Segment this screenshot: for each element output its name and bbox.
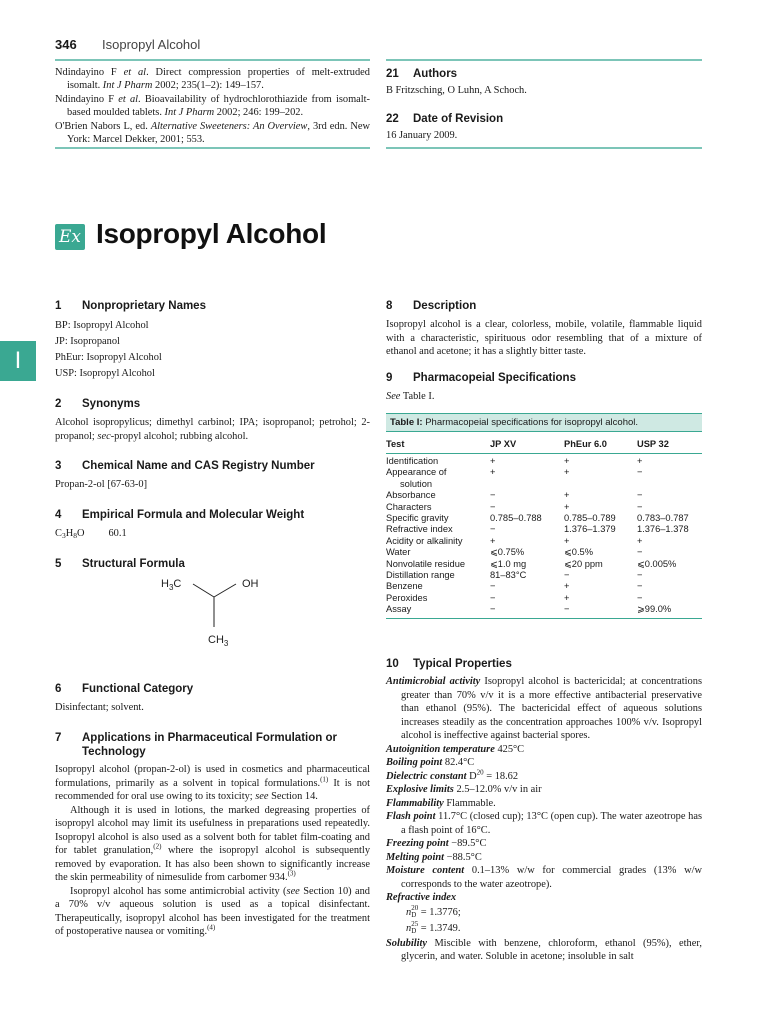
section-number: 5 xyxy=(55,558,62,570)
column-header: JP XV xyxy=(490,432,564,454)
section-title: Date of Revision xyxy=(413,113,504,125)
table-cell: − xyxy=(490,490,496,501)
section-6 xyxy=(55,682,370,715)
section-end-rule-left xyxy=(55,147,370,149)
table-row xyxy=(386,536,702,547)
table-cell: − xyxy=(564,570,570,581)
table-cell: Refractive index xyxy=(386,524,453,535)
reference-list xyxy=(55,66,370,147)
section-2 xyxy=(55,397,370,443)
section-title: Nonproprietary Names xyxy=(82,300,206,312)
table-cell: ⩽0.75% xyxy=(490,547,525,558)
table-cell: − xyxy=(637,467,643,478)
table-cell: + xyxy=(564,592,570,603)
section-10 xyxy=(386,657,702,964)
table-cell: 1.376–1.378 xyxy=(637,524,689,535)
name-jp: JP: Isopropanol xyxy=(55,336,120,347)
table-cell: − xyxy=(564,604,637,618)
table-cell: + xyxy=(564,581,570,592)
property-solubility: Solubility Miscible with benzene, chloroform, ethanol (95%), ether, glycerin, and water. Soluble in acetone; insoluble in salt xyxy=(386,937,702,962)
table-cell: Water xyxy=(386,547,411,558)
property-freezing-point: Freezing point −89.5°C xyxy=(386,838,487,849)
section-8 xyxy=(386,299,702,359)
property-flash-point: Flash point 11.7°C (closed cup); 13°C (open cup). The water azeotrope has a flash point of 16°C. xyxy=(386,811,702,836)
section-number: 1 xyxy=(55,300,62,312)
table-cell: ⩽1.0 mg xyxy=(490,558,527,569)
table-row xyxy=(386,479,702,490)
table-cell: − xyxy=(490,592,496,603)
table-cell: + xyxy=(564,467,570,478)
section-title: Typical Properties xyxy=(413,658,512,670)
table-cell: + xyxy=(564,456,570,466)
table-cell: + xyxy=(564,535,570,546)
table-cell: + xyxy=(637,535,643,546)
property-antimicrobial: Antimicrobial activity Isopropyl alcohol is bactericidal; at concentrations greater than 70% v/v it is a more effective antibacterial preservative than ethanol (95%). The bactericidal effect of aqueous solutions increases steadily as the concentration approaches 100% v/v. Isopropyl alcohol is ineffective against bacterial spores. xyxy=(386,676,702,741)
property-refractive-index: Refractive index xyxy=(386,892,457,903)
column-header: Test xyxy=(386,432,490,454)
section-title: Empirical Formula and Molecular Weight xyxy=(82,509,305,521)
section-title: Functional Category xyxy=(82,683,194,695)
table-cell xyxy=(637,479,702,490)
table-cell: − xyxy=(637,592,643,603)
table-row xyxy=(386,547,702,558)
table-cell: Benzene xyxy=(386,581,423,592)
table-cell: solution xyxy=(400,478,433,489)
section-title: Synonyms xyxy=(82,398,141,410)
table-cell: + xyxy=(490,535,496,546)
table-cell: 1.376–1.379 xyxy=(564,524,616,535)
table-cell: Nonvolatile residue xyxy=(386,558,466,569)
table-cell: Assay xyxy=(386,604,490,618)
table-row xyxy=(386,490,702,501)
property-dielectric: Dielectric constant $D^{20} = 18.62$ xyxy=(386,768,519,782)
column-header: PhEur 6.0 xyxy=(564,432,637,454)
property-flammability: Flammability Flammable. xyxy=(386,797,496,809)
section-number: 4 xyxy=(55,509,62,521)
property-explosive-limits: Explosive limits 2.5–12.0% v/v in air xyxy=(386,784,542,795)
table-cell: + xyxy=(564,490,570,501)
bond-line xyxy=(214,584,236,597)
table-cell: Distillation range xyxy=(386,570,455,581)
section-letter-tab: I xyxy=(0,341,36,381)
section-title: Structural Formula xyxy=(82,558,185,570)
section-title: Applications in Pharmaceutical Formulation or xyxy=(82,732,337,744)
monograph-title: Isopropyl Alcohol xyxy=(96,218,327,249)
table-cell: − xyxy=(490,524,496,535)
section-number: 2 xyxy=(55,398,62,410)
section-5 xyxy=(55,557,370,571)
table-cell: − xyxy=(637,547,643,558)
table-cell: Peroxides xyxy=(386,592,428,603)
section-9 xyxy=(386,371,702,404)
hydroxyl-label: OH xyxy=(242,578,259,590)
pharmacopeial-spec-table xyxy=(386,413,702,619)
header-rule-left xyxy=(55,59,370,61)
functional-category-text: Disinfectant; solvent. xyxy=(55,702,144,713)
table-cell: Appearance of xyxy=(386,467,447,478)
section-title: Authors xyxy=(413,68,458,80)
methyl-bottom-label: $CH_3$ xyxy=(208,634,229,648)
synonyms-text: Alcohol isopropylicus; dimethyl carbinol; IPA; isopropanol; petrohol; 2-propanol; sec-propyl alcohol; rubbing alcohol. xyxy=(55,417,370,442)
reference-item: Ndindayino F et al. Direct compression properties of melt-extruded isomalt. Int J Pharm 2002; 235(1–2): 149–157. xyxy=(55,67,370,91)
section-7 xyxy=(55,731,370,939)
table-cell: 0.785–0.788 xyxy=(490,513,542,524)
header-rule-right xyxy=(386,59,702,61)
table-cell: − xyxy=(490,581,496,592)
section-number: 10 xyxy=(386,658,399,670)
table-row xyxy=(386,593,702,604)
property-melting-point: Melting point −88.5°C xyxy=(386,851,482,863)
section-4 xyxy=(55,508,370,543)
refractive-value-20: n 20 D = 1.3776; xyxy=(406,904,461,920)
section-number: 7 xyxy=(55,732,62,744)
section-heading xyxy=(386,67,702,81)
table-cell: Absorbance xyxy=(386,490,436,501)
table-row xyxy=(386,502,702,513)
cas-text: Propan-2-ol [67-63-0] xyxy=(55,479,148,490)
table-row xyxy=(386,604,702,618)
name-pheur: PhEur: Isopropyl Alcohol xyxy=(55,352,162,363)
table-cell: 0.785–0.789 xyxy=(564,513,616,524)
section-title: Pharmacopeial Specifications xyxy=(413,372,576,384)
reference-item: O'Brien Nabors L, ed. Alternative Sweeteners: An Overview, 3rd edn. New York: Marcel Dekker, 2001; 553. xyxy=(55,121,371,145)
methyl-left-label: $H_3C$ xyxy=(161,578,182,592)
applications-para-2: Although it is used in lotions, the marked degreasing properties of isopropyl alcohol may limit its usefulness in preparations used repeatedly. Isopropyl alcohol is also used as a solvent both for tablet film-coating and for tablet granulation,$^{(2)}$ where the isopropyl alcohol is subsequently removed by evaporation. It has also been shown to significantly increase the skin permeability of nimesulide from carbomer 934.$^{(3)}$ xyxy=(55,804,371,883)
table-cell: + xyxy=(490,456,496,466)
reference-item: Ndindayino F et al. Bioavailability of hydrochlorothiazide from isomalt-based moulded tablets. Int J Pharm 2002; 246: 199–202. xyxy=(55,94,370,118)
table-row xyxy=(386,570,702,581)
authors-section xyxy=(386,67,702,98)
table-cell: + xyxy=(637,456,643,466)
structural-formula-diagram xyxy=(150,575,290,655)
table-row xyxy=(386,513,702,524)
table-cell: ⩽20 ppm xyxy=(564,558,603,569)
section-1 xyxy=(55,299,370,382)
table-row xyxy=(386,524,702,535)
table-cell: ⩾99.0% xyxy=(637,604,702,618)
table-row xyxy=(386,581,702,592)
applications-para-1: Isopropyl alcohol (propan-2-ol) is used in cosmetics and pharmaceutical formulations, primarily as a solvent in topical formulations.$^{(1)}$ It is not recommended for oral use owing to its toxicity; see Section 14. xyxy=(55,764,370,802)
property-autoignition: Autoignition temperature 425°C xyxy=(386,743,525,755)
revision-text: 16 January 2009. xyxy=(386,130,458,141)
excipient-logo-icon: Ex xyxy=(55,224,85,250)
table-cell: + xyxy=(490,467,496,478)
revision-section xyxy=(386,112,702,143)
table-cell: ⩽0.005% xyxy=(637,558,677,569)
section-number: 8 xyxy=(386,300,393,312)
table-row xyxy=(386,559,702,570)
table-cell: Specific gravity xyxy=(386,513,449,524)
molecular-weight: 60.1 xyxy=(108,528,127,539)
table-cell: ⩽0.5% xyxy=(564,547,593,558)
name-usp: USP: Isopropyl Alcohol xyxy=(55,368,155,379)
refractive-value-25: n 25 D = 1.3749. xyxy=(406,920,461,936)
section-3 xyxy=(55,459,370,492)
section-number: 9 xyxy=(386,372,393,384)
bond-line xyxy=(193,584,214,597)
section-heading xyxy=(386,112,702,126)
section-number: 22 xyxy=(386,113,399,125)
property-moisture: Moisture content 0.1–13% w/w for commercial grades (13% w/w corresponds to the water azeotrope). xyxy=(386,865,702,890)
table-cell: Identification xyxy=(386,456,439,466)
table-caption: Table I: Pharmacopeial specifications for isopropyl alcohol. xyxy=(386,413,702,432)
table-cell: + xyxy=(564,501,570,512)
table-cell: − xyxy=(637,570,643,581)
applications-para-3: Isopropyl alcohol has some antimicrobial activity (see Section 10) and a 70% v/v aqueous solution is used as a topical disinfectant. Therapeutically, isopropyl alcohol has been investigated for the treatment of postoperative nausea or vomiting.$^{(4)}$ xyxy=(55,885,370,937)
column-header: USP 32 xyxy=(637,432,702,454)
page-number: 346 xyxy=(55,37,77,52)
table-cell: − xyxy=(490,604,564,618)
table-row xyxy=(386,454,702,468)
table-cell: 0.783–0.787 xyxy=(637,513,689,524)
section-end-rule-right xyxy=(386,147,702,149)
table-cell: − xyxy=(637,581,643,592)
formula-text: C3H8O 60.1 xyxy=(55,528,127,540)
property-boiling-point: Boiling point 82.4°C xyxy=(386,757,475,768)
section-title: Chemical Name and CAS Registry Number xyxy=(82,460,315,472)
table-row xyxy=(386,467,702,478)
table-cell xyxy=(490,479,564,490)
description-text: Isopropyl alcohol is a clear, colorless, mobile, volatile, flammable liquid with a characteristic, spirituous odor resembling that of a mixture of ethanol and acetone; it has a slightly bitter taste. xyxy=(386,319,702,357)
typical-properties-list xyxy=(386,675,702,964)
table-cell: 81–83°C xyxy=(490,570,527,581)
name-bp: BP: Isopropyl Alcohol xyxy=(55,320,149,331)
section-title: Description xyxy=(413,300,477,312)
section-title-cont: Technology xyxy=(82,746,146,758)
section-number: 21 xyxy=(386,68,399,80)
section-number: 6 xyxy=(55,683,62,695)
table-cell: Acidity or alkalinity xyxy=(386,535,463,546)
table-cell: − xyxy=(637,501,643,512)
running-title: Isopropyl Alcohol xyxy=(102,37,201,52)
table-cell: Characters xyxy=(386,501,432,512)
table-cell xyxy=(564,479,637,490)
authors-text: B Fritzsching, O Luhn, A Schoch. xyxy=(386,85,527,96)
table-cell: − xyxy=(490,501,496,512)
table-cell: − xyxy=(637,490,643,501)
section-number: 3 xyxy=(55,460,62,472)
table-header-row xyxy=(386,432,702,454)
specs-text: See Table I. xyxy=(386,391,435,402)
